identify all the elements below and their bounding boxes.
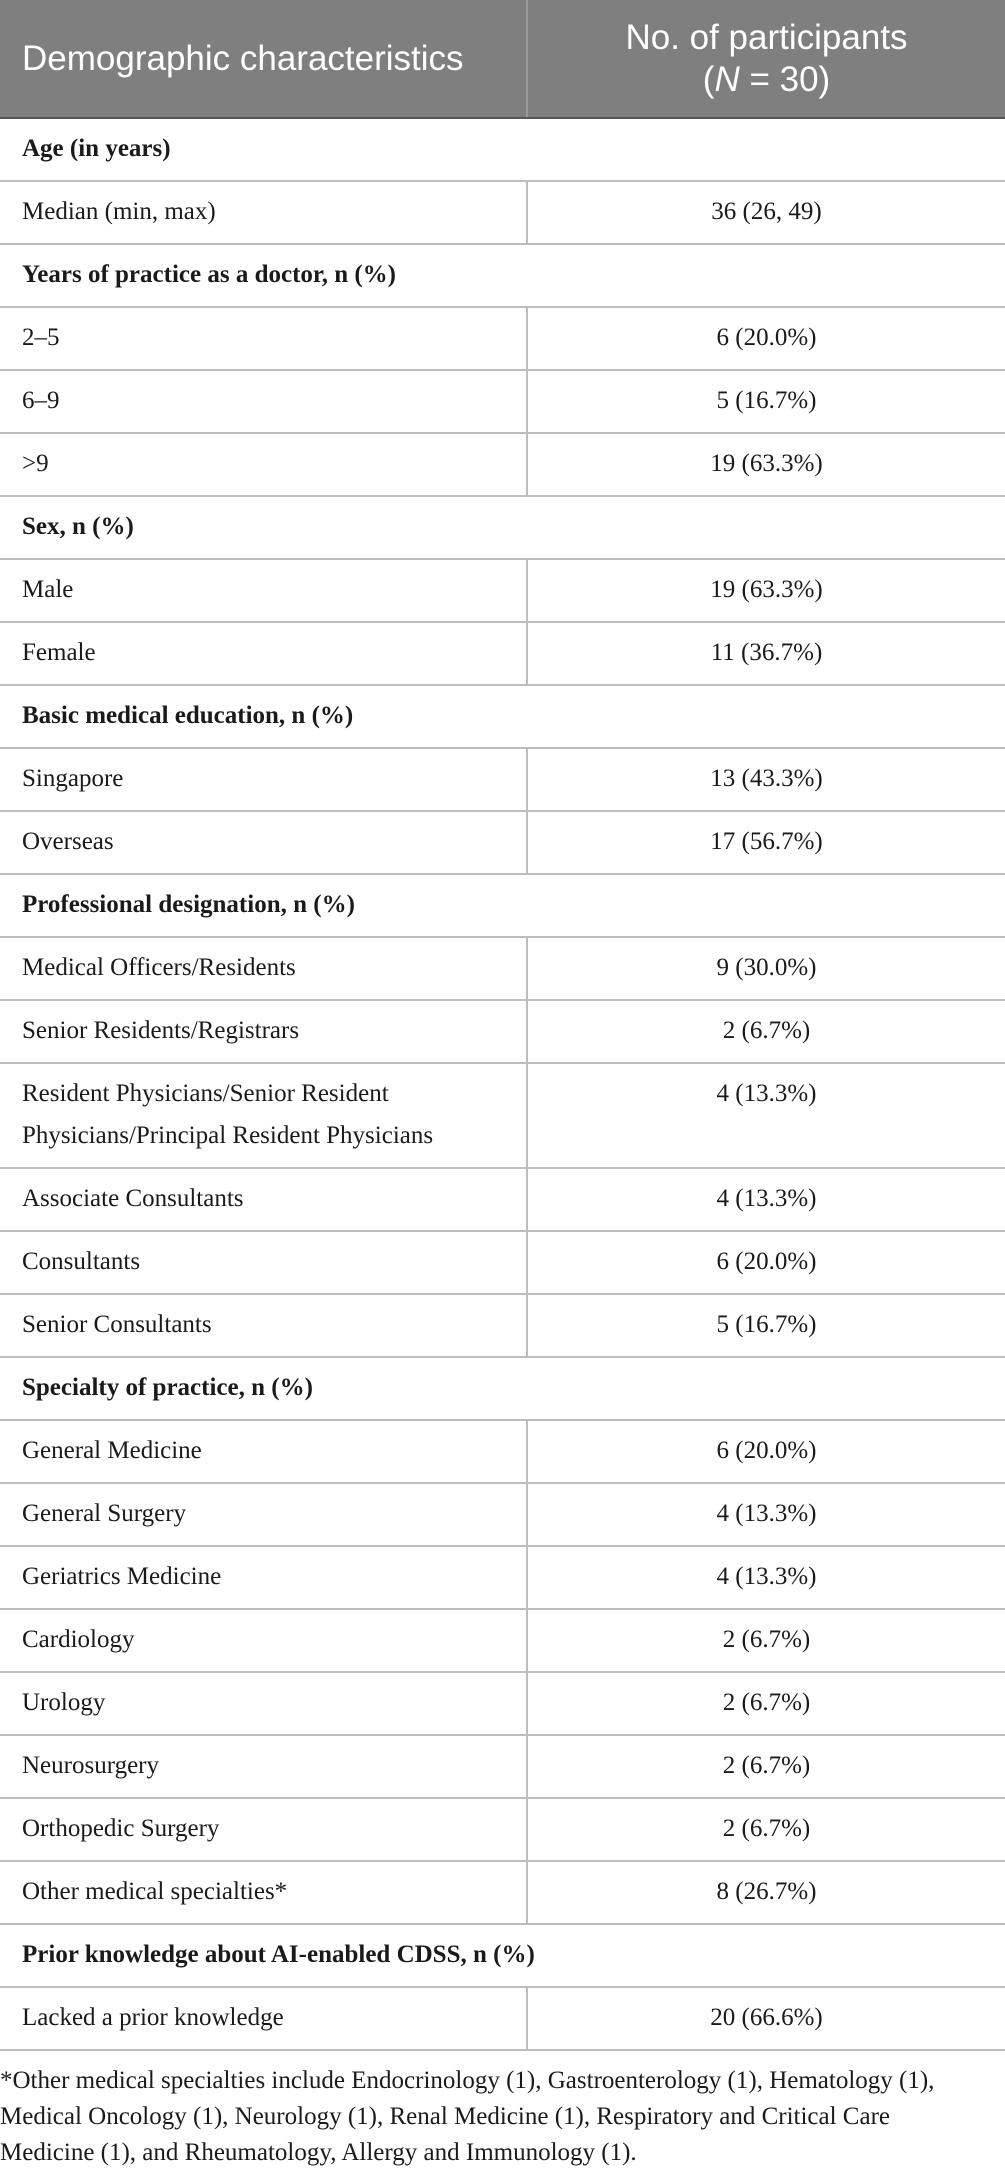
section-header-row <box>0 244 1005 307</box>
section-header-row <box>0 874 1005 937</box>
row-label: Neurosurgery <box>0 1735 527 1798</box>
section-header-row <box>0 1924 1005 1987</box>
section-header-row <box>0 1357 1005 1420</box>
row-label: Other medical specialties* <box>0 1861 527 1924</box>
table-row <box>0 370 1005 433</box>
section-label: Sex, n (%) <box>0 496 1005 559</box>
table-row <box>0 1000 1005 1063</box>
row-label: >9 <box>0 433 527 496</box>
row-value: 17 (56.7%) <box>527 811 1005 874</box>
table-row <box>0 622 1005 685</box>
table-row <box>0 1231 1005 1294</box>
header-n-suffix: = 30) <box>739 59 831 99</box>
table-header <box>0 0 1005 118</box>
row-label: General Medicine <box>0 1420 527 1483</box>
row-value: 2 (6.7%) <box>527 1000 1005 1063</box>
header-n-prefix: ( <box>702 59 715 99</box>
row-label: General Surgery <box>0 1483 527 1546</box>
row-value: 4 (13.3%) <box>527 1483 1005 1546</box>
table-row <box>0 1294 1005 1357</box>
row-label: Overseas <box>0 811 527 874</box>
table-row <box>0 181 1005 244</box>
header-participants-label: No. of participants <box>625 17 908 57</box>
table-row <box>0 307 1005 370</box>
section-label: Basic medical education, n (%) <box>0 685 1005 748</box>
row-label: Associate Consultants <box>0 1168 527 1231</box>
row-value: 20 (66.6%) <box>527 1987 1005 2050</box>
row-value: 4 (13.3%) <box>527 1546 1005 1609</box>
row-value: 13 (43.3%) <box>527 748 1005 811</box>
row-value: 5 (16.7%) <box>527 370 1005 433</box>
row-label: Median (min, max) <box>0 181 527 244</box>
table-row <box>0 1546 1005 1609</box>
row-label: Lacked a prior knowledge <box>0 1987 527 2050</box>
table-row <box>0 811 1005 874</box>
header-row <box>0 0 1005 118</box>
row-label: Female <box>0 622 527 685</box>
row-label: 2–5 <box>0 307 527 370</box>
row-value: 2 (6.7%) <box>527 1672 1005 1735</box>
table-row <box>0 1063 1005 1168</box>
row-value: 2 (6.7%) <box>527 1798 1005 1861</box>
table-row <box>0 1168 1005 1231</box>
row-value: 5 (16.7%) <box>527 1294 1005 1357</box>
section-label: Prior knowledge about AI-enabled CDSS, n (%) <box>0 1924 1005 1987</box>
header-participants <box>527 0 1005 118</box>
row-value: 19 (63.3%) <box>527 433 1005 496</box>
row-label: Senior Consultants <box>0 1294 527 1357</box>
row-label: Geriatrics Medicine <box>0 1546 527 1609</box>
table-row <box>0 1672 1005 1735</box>
section-header-row <box>0 496 1005 559</box>
row-label: Male <box>0 559 527 622</box>
table-row <box>0 1861 1005 1924</box>
table-footnote: *Other medical specialties include Endocrinology (1), Gastroenterology (1), Hematology (1), Medical Oncology (1), Neurology (1), Renal Medicine (1), Respiratory and Critical Care Medicine (1), and Rheumatology, Allergy and Immunology (1). <box>0 2067 935 2166</box>
table-row <box>0 1798 1005 1861</box>
section-label: Professional designation, n (%) <box>0 874 1005 937</box>
row-label: Orthopedic Surgery <box>0 1798 527 1861</box>
section-label: Years of practice as a doctor, n (%) <box>0 244 1005 307</box>
section-label: Age (in years) <box>0 118 1005 181</box>
row-label: Singapore <box>0 748 527 811</box>
row-label: Senior Residents/Registrars <box>0 1000 527 1063</box>
row-label: 6–9 <box>0 370 527 433</box>
row-value: 8 (26.7%) <box>527 1861 1005 1924</box>
table-row <box>0 1735 1005 1798</box>
row-label: Cardiology <box>0 1609 527 1672</box>
row-value: 4 (13.3%) <box>527 1063 1005 1168</box>
section-header-row <box>0 685 1005 748</box>
section-label: Specialty of practice, n (%) <box>0 1357 1005 1420</box>
row-value: 36 (26, 49) <box>527 181 1005 244</box>
table-body <box>0 118 1005 2050</box>
row-value: 11 (36.7%) <box>527 622 1005 685</box>
table-row <box>0 937 1005 1000</box>
table-row <box>0 1483 1005 1546</box>
row-value: 6 (20.0%) <box>527 307 1005 370</box>
row-value: 4 (13.3%) <box>527 1168 1005 1231</box>
table-row <box>0 1987 1005 2050</box>
header-characteristics: Demographic characteristics <box>0 0 527 118</box>
table-row <box>0 1420 1005 1483</box>
header-n-italic: N <box>714 59 740 99</box>
row-label: Consultants <box>0 1231 527 1294</box>
row-value: 9 (30.0%) <box>527 937 1005 1000</box>
table-row <box>0 748 1005 811</box>
row-value: 2 (6.7%) <box>527 1735 1005 1798</box>
row-value: 19 (63.3%) <box>527 559 1005 622</box>
row-label: Resident Physicians/Senior Resident Physicians/Principal Resident Physicians <box>0 1063 527 1168</box>
row-value: 6 (20.0%) <box>527 1231 1005 1294</box>
row-value: 6 (20.0%) <box>527 1420 1005 1483</box>
row-label: Medical Officers/Residents <box>0 937 527 1000</box>
row-label: Urology <box>0 1672 527 1735</box>
table-row <box>0 559 1005 622</box>
table-row <box>0 1609 1005 1672</box>
section-header-row <box>0 118 1005 181</box>
table-row <box>0 433 1005 496</box>
row-value: 2 (6.7%) <box>527 1609 1005 1672</box>
